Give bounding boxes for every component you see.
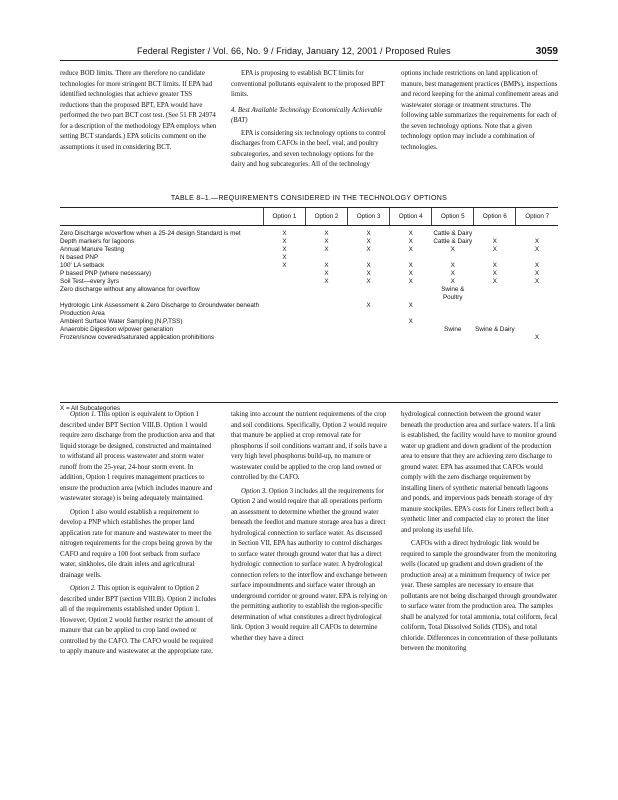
paragraph	[231, 487, 388, 645]
option-cell: X	[534, 278, 540, 285]
option-cell: X	[366, 230, 371, 237]
paragraph-text: This option is equivalent to Option 1 described under BPT Section VIII.B. Option 1 would require zero discharge from the production area and that liquid storage be designed, constructed and maintained to withstand all process wastewater and storm water runoff from the 25-year, 24-hour storm event. In addition, Option 1 requires management practices to ensure the production area (which includes manure and wastewater storage) is being adequately maintained.	[60, 411, 215, 502]
option-cell	[474, 254, 516, 262]
table-row	[60, 278, 558, 286]
option-cell: X	[324, 270, 329, 277]
column-header: Option 2	[305, 208, 347, 226]
option-cell	[474, 318, 516, 326]
option-lead: Option 3.	[241, 487, 268, 495]
option-cell: Swine	[444, 326, 462, 333]
option-cell: X	[492, 238, 497, 245]
option-cell: X	[408, 262, 413, 269]
table-footnote: X = All Subcategories	[60, 402, 558, 412]
option-cell	[432, 318, 474, 326]
table-row	[60, 254, 558, 262]
table-row	[60, 270, 558, 278]
table-row	[60, 238, 558, 246]
option-cell: X	[366, 246, 371, 253]
requirement-cell: Hydrologic Link Assessment & Zero Discharge to Groundwater beneath Production Area	[60, 302, 260, 317]
option-cell: X	[408, 302, 413, 309]
option-cell	[348, 326, 390, 334]
option-cell: X	[282, 230, 287, 237]
option-cell: X	[408, 246, 413, 253]
table-row	[60, 302, 558, 318]
top-column-2	[231, 69, 388, 171]
paragraph-text: This option is equivalent to Option 2 described under BPT (section VIII.B). Option 2 includes all of the requirements established under Option 1. However, Option 2 would further restrict the amount of manure that can be applied to crop land owned or controlled by the CAFO. The CAFO would be required to apply manure and wastewater at the appropriate rate,	[60, 585, 217, 655]
column-header: Option 1	[263, 208, 305, 226]
option-cell: X	[324, 246, 329, 253]
requirement-cell: Zero Discharge w/overflow when a 25-24 design Standard is met	[60, 230, 241, 237]
top-column-1	[60, 69, 217, 153]
option-cell	[516, 230, 558, 238]
option-cell: X	[534, 334, 540, 341]
option-cell: Swine & Dairy	[475, 326, 515, 333]
option-cell	[474, 230, 516, 238]
column-header: Option 3	[348, 208, 390, 226]
option-cell: X	[282, 262, 287, 269]
option-cell	[305, 254, 347, 262]
option-cell: X	[324, 262, 329, 269]
option-cell: X	[492, 246, 497, 253]
paragraph	[401, 539, 558, 655]
option-cell: X	[408, 230, 413, 237]
option-cell	[474, 286, 516, 302]
paragraph	[60, 508, 217, 582]
option-cell	[474, 334, 516, 342]
requirement-cell: P based PNP (where necessary)	[60, 270, 152, 277]
requirements-table	[60, 207, 558, 342]
option-cell: X	[282, 246, 287, 253]
bottom-column-2	[231, 410, 388, 644]
paragraph-text: Option 1 also would establish a requirement to develop a PNP which establishes the proper land application rate for manure and wastewater to meet the nitrogen requirements for the crops being grown by the CAFO and require a 100 foot setback from surface water, sinkholes, tile drain inlets and agricultural drainage wells.	[60, 508, 213, 579]
header-title: Federal Register / Vol. 66, No. 9 / Friday, January 12, 2001 / Proposed Rules	[137, 46, 451, 56]
requirement-cell: Frozen/snow covered/saturated application prohibitions	[60, 334, 215, 341]
option-cell: X	[408, 238, 413, 245]
table-body	[60, 226, 558, 343]
option-cell: X	[408, 318, 413, 325]
option-cell: X	[282, 254, 287, 261]
paragraph: EPA is considering six technology options to control discharges from CAFOs in the beef, veal, and poultry subcategories, and seven technology options for the dairy and hog subcategories. All of the technology	[231, 129, 386, 168]
option-cell: X	[450, 246, 455, 253]
paragraph: EPA is proposing to establish BCT limits for conventional pollutants equivalent to the proposed BPT limits.	[231, 70, 385, 98]
option-cell: X	[492, 278, 497, 285]
option-cell	[263, 334, 305, 342]
table-title: TABLE 8–1.—REQUIREMENTS CONSIDERED IN THE TECHNOLOGY OPTIONS	[170, 195, 448, 202]
table-row	[60, 318, 558, 326]
option-cell	[305, 326, 347, 334]
option-cell	[348, 254, 390, 262]
paragraph-text: CAFOs with a direct hydrologic link would be required to sample the groundwater from the monitoring wells (located up gradient and down gradient of the production area) at a minimum frequency of twice per year. These samples are necessary to ensure that pollutants are not being discharged through groundwater to surface water from the production area. The samples shall be analyzed for total ammonia, total coliform, fecal coliform, Total Dissolved Solids (TDS), and total chloride. Differences in concentration of these pollutants between the monitoring	[401, 540, 558, 652]
option-cell	[263, 302, 305, 318]
option-cell	[516, 326, 558, 334]
option-cell: X	[492, 270, 497, 277]
option-cell: X	[366, 302, 371, 309]
paragraph-text: taking into account the nutrient requirements of the crop and soil conditions. Specifically, Option 2 would require that manure be applied at crop removal rate for phosphorus if soil conditions warrant and, if soils have a very high level phosphorus build-up, no manure or wastewater could be applied to the crop land owned or controlled by the CAFO.	[231, 411, 387, 481]
option-cell: X	[366, 270, 371, 277]
option-cell	[516, 286, 558, 302]
requirement-column-header	[60, 208, 263, 226]
option-cell	[390, 326, 432, 334]
option-cell	[263, 326, 305, 334]
option-cell: Cattle & Dairy	[433, 238, 473, 245]
paragraph	[401, 410, 558, 536]
section-heading: 4. Best Available Technology Economically Achievable (BAT)	[231, 106, 383, 124]
requirement-cell: Zero discharge without any allowance for overflow	[60, 286, 200, 293]
option-cell	[390, 254, 432, 262]
option-cell	[263, 278, 305, 286]
paragraph-text: Option 3 includes all the requirements for Option 2 and would require that all operations perform an assessment to determine whether the ground water beneath the feedlot and manure storage area has a direct hydrological connection to surface water. As discussed in Section VII, EPA has authority to control discharges to surface water through ground water that has a direct hydrologic connection to surface water. A hydrological connection refers to the interflow and exchange between surface impoundments and surface water through an underground corridor or ground water. EPA is relying on the permitting authority to establish the region-specific determination of what constitutes a direct hydrological link. Option 3 would require all CAFOs to determine whether they have a direct	[231, 487, 387, 642]
option-cell: X	[366, 262, 371, 269]
option-cell: X	[450, 262, 455, 269]
option-cell: X	[366, 238, 371, 245]
table-header-row	[60, 208, 558, 226]
option-cell: X	[492, 262, 497, 269]
option-cell	[263, 270, 305, 278]
option-cell	[305, 334, 347, 342]
option-cell	[516, 302, 558, 318]
requirement-cell: Soil Test—every 3yrs	[60, 278, 120, 285]
paragraph	[60, 584, 217, 658]
option-cell: X	[408, 278, 413, 285]
table-row	[60, 246, 558, 254]
paragraph: reduce BOD limits. There are therefore no candidate technologies for more stringent BCT limits. If EPA had identified technologies that achieve greater TSS reductions than the proposed BPT, EPA would have performed the two part BCT cost test. (See 51 FR 24974 for a description of the methodology EPA employs when setting BCT standards.) EPA solicits comment on the assumptions it used in considering BCT.	[60, 70, 217, 151]
option-lead: Option 2.	[70, 585, 97, 592]
option-cell: X	[408, 270, 413, 277]
requirement-cell: Depth markers for lagoons	[60, 238, 135, 245]
option-cell: X	[324, 278, 329, 285]
table-row	[60, 230, 558, 238]
bottom-column-3	[401, 410, 558, 655]
paragraph	[231, 410, 388, 484]
paragraph	[60, 410, 217, 505]
option-cell	[305, 318, 347, 326]
option-cell	[305, 302, 347, 318]
option-cell	[432, 302, 474, 318]
option-cell	[516, 254, 558, 262]
requirement-cell: Ambient Surface Water Sampling (N,P,TSS)	[60, 318, 183, 325]
column-header: Option 5	[432, 208, 474, 226]
paragraph-text: hydrological connection between the ground water beneath the production area and surface waters. If a link is established, the facility would have to monitor ground water up gradient and down gradient of the production area to ensure that they are achieving zero discharge to ground water. EPA has assumed that CAFOs would comply with the zero discharge requirement by installing liners of synthetic material beneath lagoons and ponds, and impervious pads beneath storage of dry manure stockpiles. EPA's costs for Liners reflect both a synthetic liner and compacted clay to protect the liner and prolong its useful life.	[401, 411, 557, 534]
option-cell	[516, 318, 558, 326]
column-header: Option 4	[390, 208, 432, 226]
requirement-cell: N based PNP	[60, 254, 99, 261]
option-cell	[432, 334, 474, 342]
option-cell	[432, 254, 474, 262]
option-cell	[263, 286, 305, 302]
option-cell	[348, 286, 390, 302]
bottom-column-1	[60, 410, 217, 658]
option-cell: X	[324, 238, 329, 245]
paragraph: options include restrictions on land application of manure, best management practices (BMPs), inspections and record keeping for the animal confinement areas and wastewater storage or treatment structures. The following table summarizes the requirements for each of the seven technology options. Note that a given technology option may include a combination of technologies.	[401, 70, 558, 151]
table-row	[60, 262, 558, 270]
option-cell: X	[282, 238, 287, 245]
column-header: Option 7	[516, 208, 558, 226]
option-cell	[348, 318, 390, 326]
option-lead: Option 1.	[70, 411, 97, 418]
option-cell: X	[324, 230, 329, 237]
option-cell: X	[534, 262, 540, 269]
requirement-cell: Anaerobic Digestion w/power generation	[60, 326, 174, 333]
table-row	[60, 286, 558, 302]
option-cell: X	[534, 246, 540, 253]
page-number: 3059	[535, 46, 558, 57]
table-row	[60, 334, 558, 342]
requirement-cell: Annual Manure Testing	[60, 246, 125, 253]
table-row	[60, 326, 558, 334]
column-header: Option 6	[474, 208, 516, 226]
option-cell: X	[366, 278, 371, 285]
running-header	[60, 46, 558, 61]
top-column-3	[401, 69, 558, 153]
requirement-cell: 100' LA setback	[60, 262, 105, 269]
option-cell: X	[534, 270, 540, 277]
option-cell: X	[534, 238, 540, 245]
option-cell	[390, 286, 432, 302]
option-cell	[474, 302, 516, 318]
option-cell	[390, 334, 432, 342]
option-cell: X	[450, 278, 455, 285]
option-cell	[305, 286, 347, 302]
option-cell: Swine & Poultry	[441, 286, 465, 301]
option-cell: Cattle & Dairy	[433, 230, 473, 237]
option-cell	[348, 334, 390, 342]
option-cell	[263, 318, 305, 326]
option-cell: X	[450, 270, 455, 277]
